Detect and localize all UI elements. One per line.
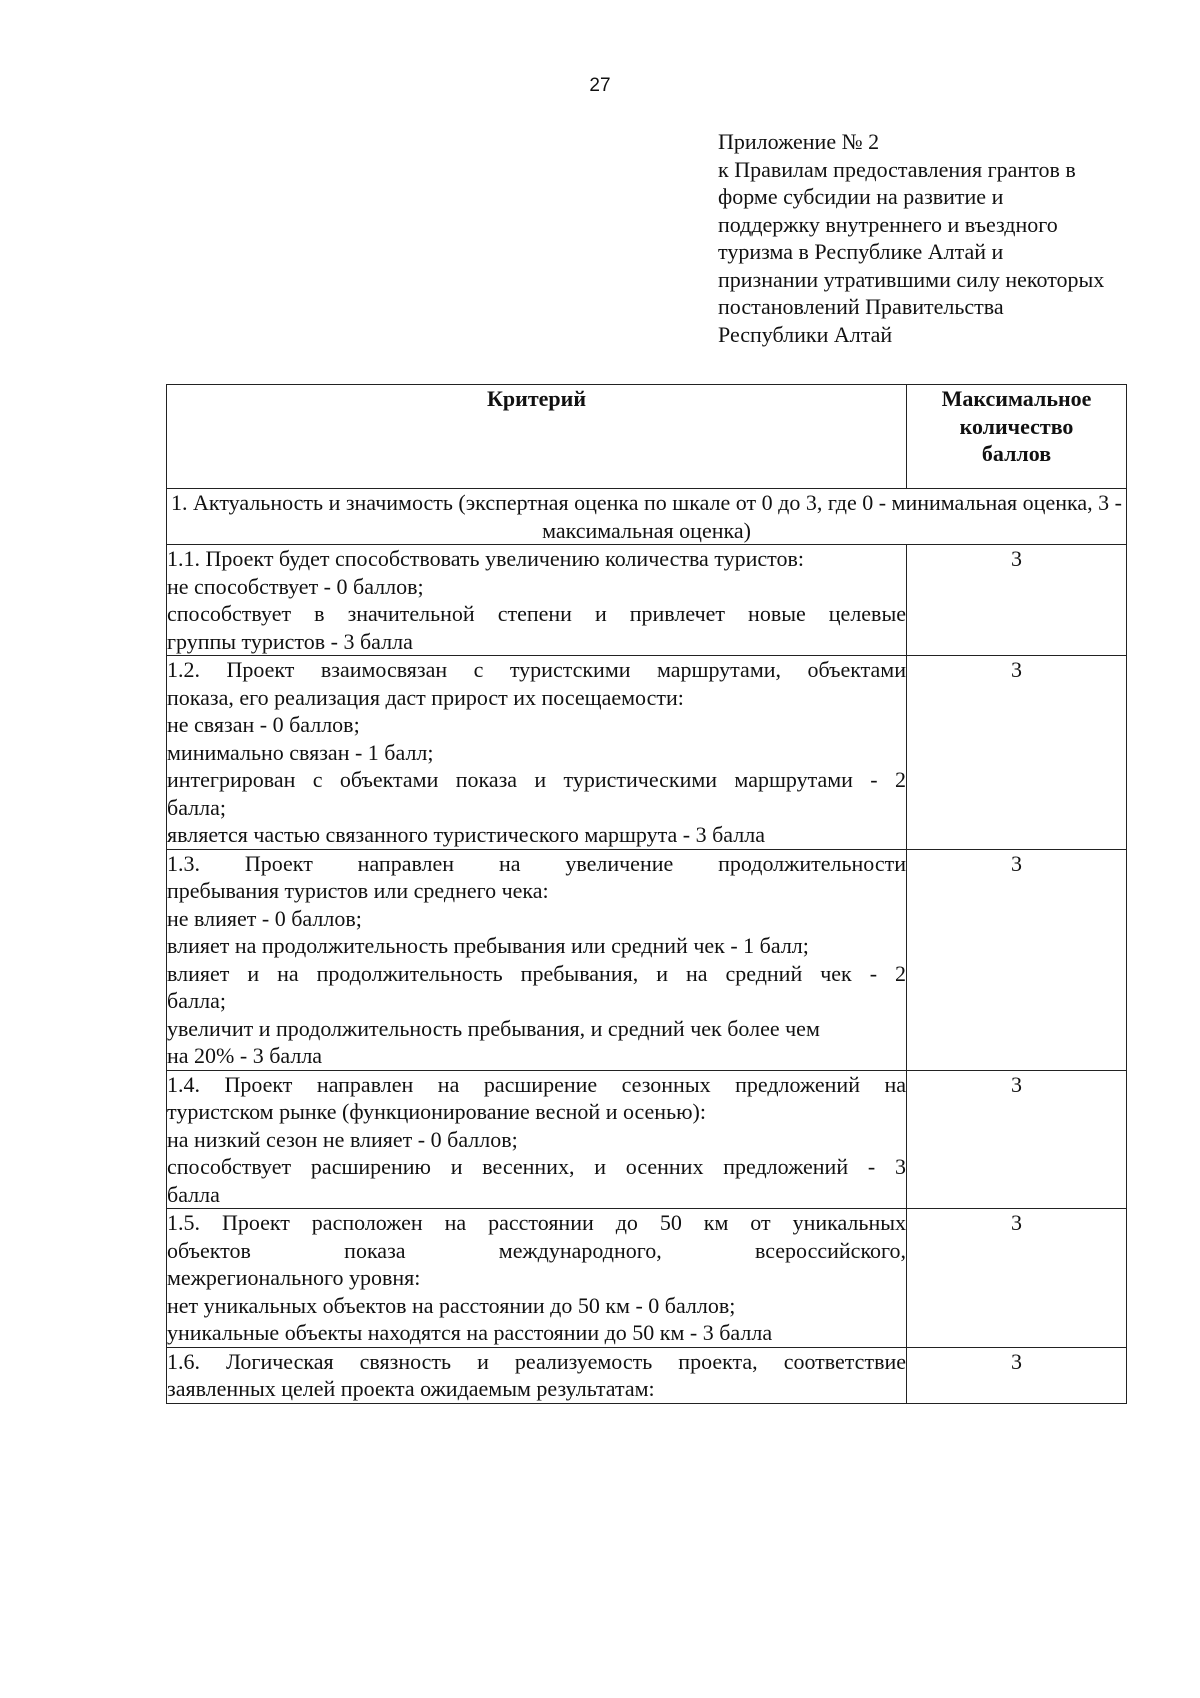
score-cell: 3 (907, 1070, 1127, 1209)
criterion-line: 1.4. Проект направлен на расширение сезонных предложений на (167, 1071, 906, 1097)
section-row (167, 489, 1127, 545)
appendix-line: к Правилам предоставления грантов в (718, 156, 1076, 182)
score-cell: 3 (907, 545, 1127, 656)
criterion-cell (167, 849, 907, 1070)
criterion-line: уникальные объекты находятся на расстоянии до 50 км - 3 балла (167, 1320, 773, 1345)
score-cell: 3 (907, 849, 1127, 1070)
criterion-line: является частью связанного туристического маршрута - 3 балла (167, 822, 765, 847)
criterion-line: объектов показа международного, всероссийского, (167, 1237, 906, 1263)
criterion-line: нет уникальных объектов на расстоянии до 50 км - 0 баллов; (167, 1292, 736, 1318)
criterion-line: не влияет - 0 баллов; (167, 905, 362, 931)
criterion-line: межрегионального уровня: (167, 1265, 421, 1290)
criterion-line: на 20% - 3 балла (167, 1043, 323, 1068)
criterion-cell (167, 545, 907, 656)
appendix-line: постановлений Правительства (718, 294, 1004, 319)
appendix-line: Республики Алтай (718, 321, 893, 347)
criterion-cell (167, 656, 907, 850)
criteria-table (166, 384, 1127, 1404)
criterion-line: 1.3. Проект направлен на увеличение продолжительности (167, 850, 906, 876)
criterion-line: балла; (167, 988, 226, 1013)
criterion-line: туристском рынке (функционирование весной и осенью): (167, 1099, 706, 1124)
criterion-cell (167, 1347, 907, 1403)
criterion-line: 1.6. Логическая связность и реализуемость проекта, соответствие (167, 1348, 906, 1374)
table-row (167, 1070, 1127, 1209)
table-row (167, 1347, 1127, 1403)
criterion-line: группы туристов - 3 балла (167, 628, 413, 654)
criterion-line: минимально связан - 1 балл; (167, 739, 434, 765)
header-max-points (907, 385, 1127, 489)
header-max-points-line: количество (959, 413, 1074, 439)
criterion-line: способствует расширению и весенних, и осенних предложений - 3 (167, 1154, 906, 1179)
header-max-points-line: баллов (981, 441, 1052, 466)
criterion-line: влияет на продолжительность пребывания или средний чек - 1 балл; (167, 933, 809, 958)
criterion-line: увеличит и продолжительность пребывания, и средний чек более чем (167, 1015, 820, 1041)
criterion-line: 1.5. Проект расположен на расстоянии до 50 км от уникальных (167, 1210, 906, 1235)
criterion-line: балла; (167, 794, 226, 820)
appendix-line: поддержку внутреннего и въездного (718, 211, 1058, 237)
appendix-line: Приложение № 2 (718, 129, 880, 154)
table-row (167, 656, 1127, 850)
criterion-line: балла (167, 1181, 220, 1207)
criterion-cell (167, 1209, 907, 1348)
page-number: 27 (589, 75, 611, 96)
table-row (167, 849, 1127, 1070)
appendix-line: признании утратившими силу некоторых (718, 266, 1105, 292)
table-row (167, 545, 1127, 656)
criterion-line: пребывания туристов или среднего чека: (167, 878, 549, 903)
appendix-heading (718, 128, 1178, 348)
header-max-points-line: Максимальное (941, 386, 1092, 411)
appendix-line: форме субсидии на развитие и (718, 184, 1004, 209)
criterion-line: способствует в значительной степени и привлечет новые целевые (167, 601, 906, 626)
appendix-line: туризма в Республике Алтай и (718, 239, 1004, 264)
criterion-cell (167, 1070, 907, 1209)
criterion-line: заявленных целей проекта ожидаемым результатам: (167, 1376, 655, 1401)
criterion-line: не способствует - 0 баллов; (167, 573, 424, 599)
criterion-line: влияет и на продолжительность пребывания, и на средний чек - 2 (167, 960, 906, 986)
criterion-line: 1.2. Проект взаимосвязан с туристскими маршрутами, объектами (167, 657, 906, 682)
criterion-line: 1.1. Проект будет способствовать увеличению количества туристов: (167, 546, 805, 571)
criterion-line: на низкий сезон не влияет - 0 баллов; (167, 1126, 518, 1152)
criterion-line: показа, его реализация даст прирост их посещаемости: (167, 684, 684, 710)
score-cell: 3 (907, 656, 1127, 850)
criterion-line: интегрирован с объектами показа и туристическими маршрутами - 2 (167, 767, 906, 792)
table-row (167, 1209, 1127, 1348)
criterion-line: не связан - 0 баллов; (167, 712, 360, 737)
table-header-row (167, 385, 1127, 489)
score-cell: 3 (907, 1347, 1127, 1403)
section-title: 1. Актуальность и значимость (экспертная оценка по шкале от 0 до 3, где 0 - минимальная оценка, 3 - максимальная оценка) (167, 489, 1127, 545)
score-cell: 3 (907, 1209, 1127, 1348)
header-criterion: Критерий (167, 385, 907, 489)
